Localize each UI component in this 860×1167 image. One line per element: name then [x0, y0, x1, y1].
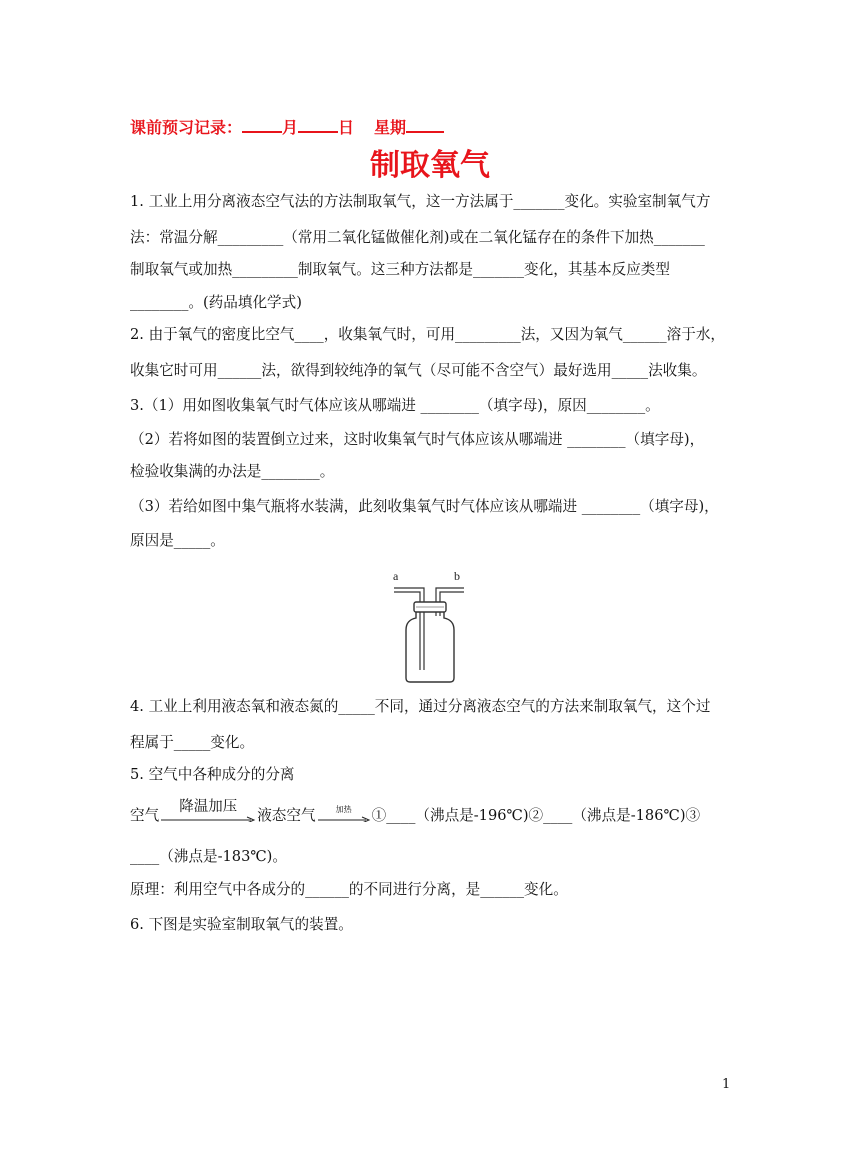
arrow-heating — [316, 806, 372, 826]
record-label: 课前预习记录： — [130, 118, 243, 137]
gas-collecting-bottle-icon — [380, 566, 480, 686]
air-text: 空气 — [130, 807, 160, 824]
question-5-separation-line — [130, 799, 701, 826]
day-label: 日 — [338, 118, 355, 137]
preview-record-header — [130, 114, 444, 138]
arrow-cooling-pressurizing — [159, 799, 257, 826]
weekday-blank[interactable] — [406, 114, 444, 133]
question-3-line-5: 原因是_____。 — [130, 532, 225, 549]
page-number: 1 — [722, 1077, 731, 1092]
question-1-line-2: 法：常温分解_________（常用二氧化锰做催化剂)或在二氧化锰存在的条件下加热_______ — [130, 229, 705, 246]
question-3-line-4: （3）若给如图中集气瓶将水装满，此刻收集氧气时气体应该从哪端进 ________（填字母)， — [130, 498, 719, 515]
month-blank[interactable] — [242, 114, 282, 133]
question-2-line-1: 2. 由于氧气的密度比空气____，收集氧气时，可用_________法，又因为氧气______溶于水， — [130, 326, 726, 343]
weekday-label: 星期 — [374, 118, 407, 137]
question-3-line-3: 检验收集满的办法是________。 — [130, 463, 335, 480]
question-5-line-1: 5. 空气中各种成分的分离 — [130, 766, 295, 783]
liquid-air-text: 液态空气 — [257, 807, 316, 824]
arrow-label-cooling: 降温加压 — [179, 799, 238, 815]
question-1-line-1: 1. 工业上用分离液态空气法的方法制取氧气，这一方法属于_______变化。实验室制氧气方 — [130, 193, 711, 210]
question-5-principle: 原理：利用空气中各成分的______的不同进行分离，是______变化。 — [130, 881, 568, 898]
question-4-line-2: 程属于_____变化。 — [130, 734, 255, 751]
question-6-line-1: 6. 下图是实验室制取氧气的装置。 — [130, 916, 353, 933]
question-2-line-2: 收集它时可用______法，欲得到较纯净的氧气（尽可能不含空气）最好选用_____法收集。 — [130, 362, 707, 379]
question-3-line-2: （2）若将如图的装置倒立过来，这时收集氧气时气体应该从哪端进 ________（填字母)， — [130, 431, 705, 448]
separation-products-text: ①____（沸点是-196℃)②____（沸点是-186℃)③ — [371, 807, 701, 824]
label-a: a — [393, 569, 399, 583]
question-5-line-3: ____（沸点是-183℃)。 — [130, 848, 287, 865]
question-3-line-1: 3.（1）用如图收集氧气时气体应该从哪端进 ________（填字母)，原因________。 — [130, 397, 660, 414]
label-b: b — [454, 569, 460, 583]
day-blank[interactable] — [298, 114, 338, 133]
question-1-line-3: 制取氧气或加热_________制取氧气。这三种方法都是_______变化，其基本反应类型 — [130, 261, 670, 278]
gas-collecting-bottle-figure — [380, 566, 480, 686]
question-1-line-4: ________。(药品填化学式) — [130, 294, 302, 311]
question-4-line-1: 4. 工业上利用液态氧和液态氮的_____不同，通过分离液态空气的方法来制取氧气，这个过 — [130, 698, 711, 715]
month-label: 月 — [282, 118, 299, 137]
page-title: 制取氧气 — [370, 148, 490, 183]
arrow-label-heating: 加热 — [335, 805, 352, 814]
